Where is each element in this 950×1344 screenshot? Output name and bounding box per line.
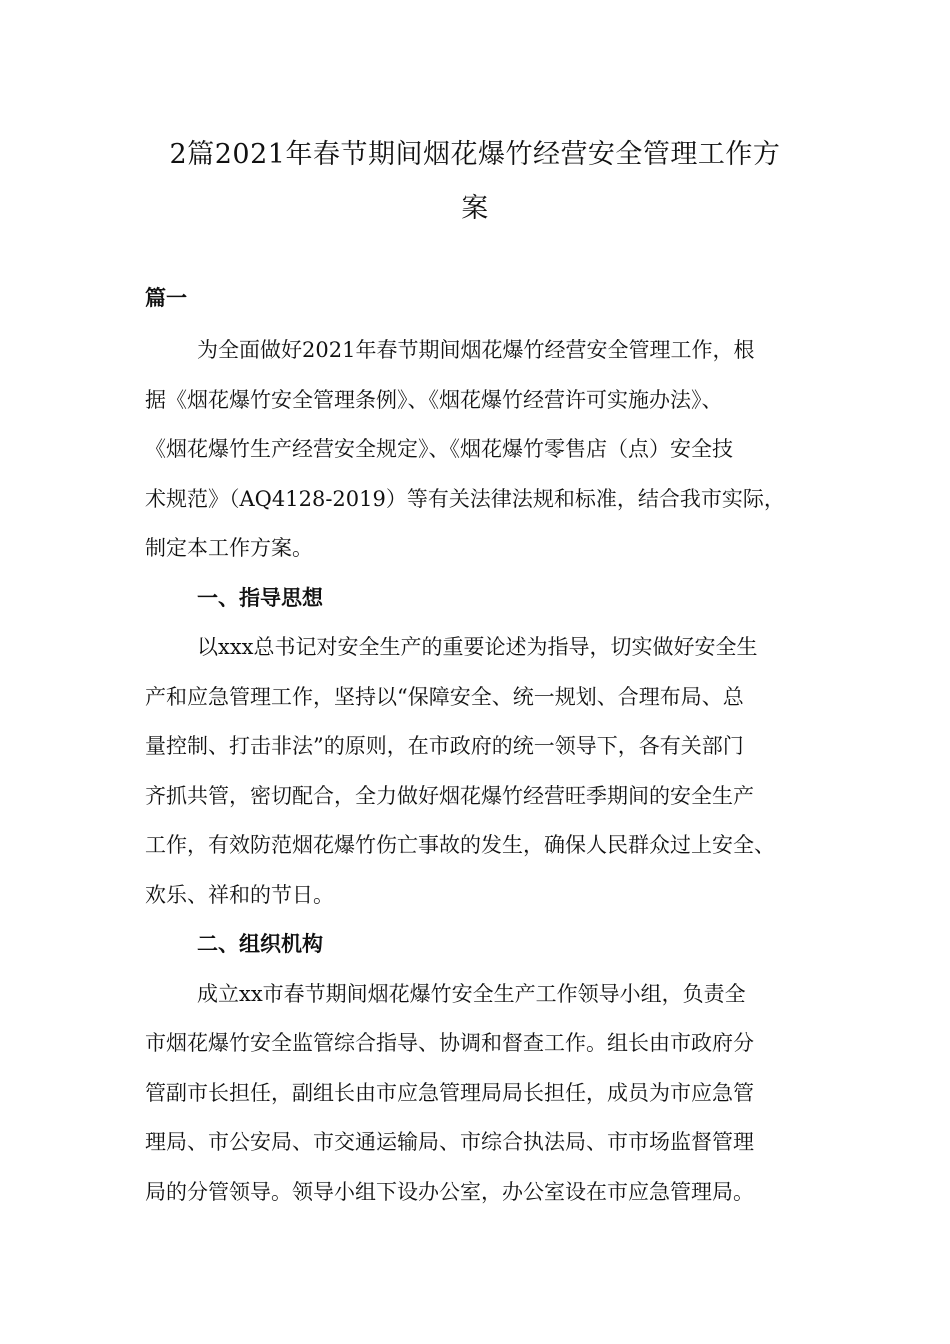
paragraph-line: 局的分管领导。领导小组下设办公室，办公室设在市应急管理局。 [145, 1179, 754, 1204]
document-body [145, 326, 825, 1217]
intro-line: 制定本工作方案。 [145, 536, 313, 560]
document-title-line-1: 2篇2021年春节期间烟花爆竹经营安全管理工作方 [169, 139, 781, 170]
paragraph-line: 成立xx市春节期间烟花爆竹安全生产工作领导小组，负责全 [197, 981, 746, 1006]
paragraph-line: 以xxx总书记对安全生产的重要论述为指导，切实做好安全生 [197, 635, 758, 659]
paragraph-line: 管副市长担任，副组长由市应急管理局局长担任，成员为市应急管 [145, 1080, 754, 1105]
heading-guiding-ideology: 一、指导思想 [197, 585, 323, 610]
paragraph-line: 量控制、打击非法”的原则，在市政府的统一领导下，各有关部门 [145, 734, 744, 758]
document-title-line-2: 案 [461, 193, 489, 224]
intro-line: 据《烟花爆竹安全管理条例》、《烟花爆竹经营许可实施办法》、 [145, 387, 723, 412]
paragraph-line: 齐抓共管，密切配合，全力做好烟花爆竹经营旺季期间的安全生产 [145, 783, 754, 808]
guiding-ideology-paragraph [145, 623, 825, 920]
intro-line: 《烟花爆竹生产经营安全规定》、《烟花爆竹零售店（点）安全技 [145, 437, 733, 461]
section-label: 篇一 [145, 286, 187, 310]
paragraph-line: 理局、市公安局、市交通运输局、市综合执法局、市市场监督管理 [145, 1130, 754, 1154]
paragraph-line: 市烟花爆竹安全监管综合指导、协调和督查工作。组长由市政府分 [145, 1031, 754, 1055]
document-title [130, 128, 820, 236]
paragraph-line: 产和应急管理工作，坚持以“保障安全、统一规划、合理布局、总 [145, 684, 744, 709]
intro-paragraph [145, 326, 825, 574]
paragraph-line: 欢乐、祥和的节日。 [145, 882, 334, 907]
intro-line: 为全面做好2021年春节期间烟花爆竹经营安全管理工作，根 [197, 338, 755, 362]
heading-organization: 二、组织机构 [197, 932, 323, 956]
intro-line: 术规范》（AQ4128-2019）等有关法律法规和标准，结合我市实际， [145, 486, 785, 511]
paragraph-line: 工作，有效防范烟花爆竹伤亡事故的发生，确保人民群众过上安全、 [145, 833, 775, 857]
organization-paragraph [145, 970, 825, 1218]
